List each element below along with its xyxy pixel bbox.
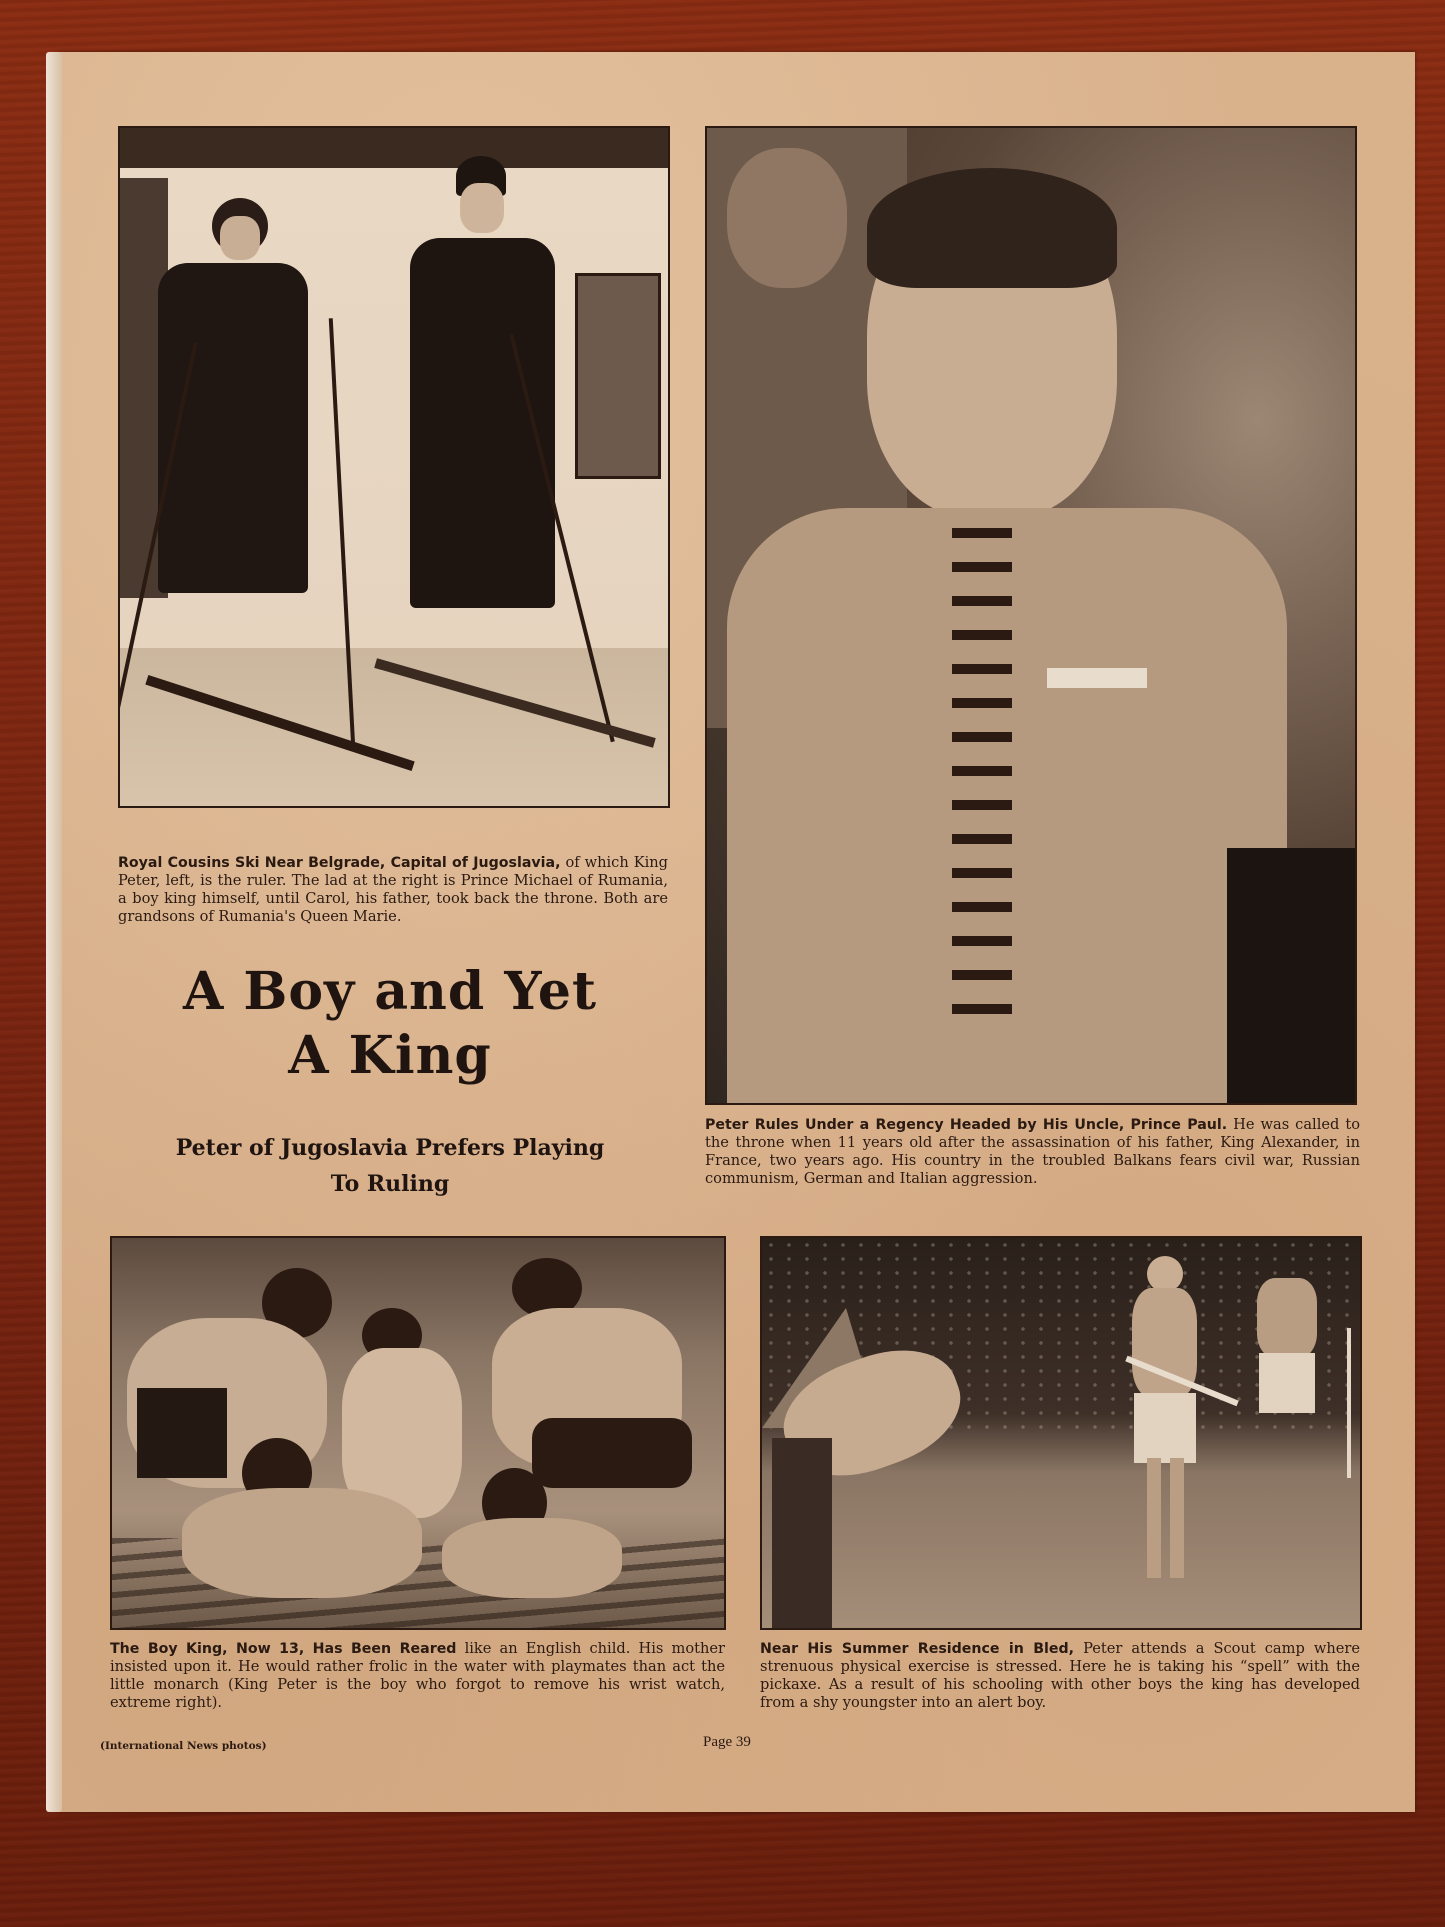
article-headline (100, 960, 680, 1088)
photo-scout-camp-bled (760, 1236, 1362, 1630)
caption-body: He was called to the throne when 11 years old after the assassination of his father, King Alexander, in France, two years ago. His country in the troubled Balkans fears civil war, Russian communism, German and Italian aggression. (705, 1116, 1360, 1187)
caption-royal-cousins-ski (118, 854, 668, 926)
headline-line-2: A King (288, 1025, 492, 1086)
torn-page-edge (46, 52, 62, 1812)
caption-lead: The Boy King, Now 13, Has Been Reared (110, 1641, 457, 1657)
photo-credit: (International News photos) (100, 1740, 267, 1752)
photo-boys-swimming (110, 1236, 726, 1630)
caption-lead: Near His Summer Residence in Bled, (760, 1641, 1075, 1657)
caption-boy-king-reared (110, 1640, 725, 1712)
caption-lead: Peter Rules Under a Regency Headed by His Uncle, Prince Paul. (705, 1117, 1228, 1133)
caption-peter-regency (705, 1116, 1360, 1188)
caption-body: like an English child. His mother insisted upon it. He would rather frolic in the water with playmates than act the little monarch (King Peter is the boy who forgot to remove his wrist watch, extreme right). (110, 1640, 725, 1711)
caption-body: of which King Peter, left, is the ruler. The lad at the right is Prince Michael of Rumania, a boy king himself, until Carol, his father, took back the throne. Both are grandsons of Rumania's Queen Marie. (118, 854, 669, 925)
caption-summer-residence-bled (760, 1640, 1360, 1712)
page-number: Page 39 (703, 1734, 751, 1750)
subhead-line-2: To Ruling (330, 1171, 450, 1197)
photo-royal-cousins-ski (118, 126, 670, 808)
headline-line-1: A Boy and Yet (182, 961, 598, 1022)
caption-lead: Royal Cousins Ski Near Belgrade, Capital of Jugoslavia, (118, 855, 561, 871)
caption-body: Peter attends a Scout camp where strenuous physical exercise is stressed. Here he is taking his “spell” with the pickaxe. As a result of his schooling with other boys the king has developed from a shy youngster into an alert boy. (760, 1640, 1360, 1711)
subhead-line-1: Peter of Jugoslavia Prefers Playing (175, 1135, 605, 1161)
photo-peter-portrait (705, 126, 1357, 1105)
article-subhead (110, 1130, 670, 1202)
